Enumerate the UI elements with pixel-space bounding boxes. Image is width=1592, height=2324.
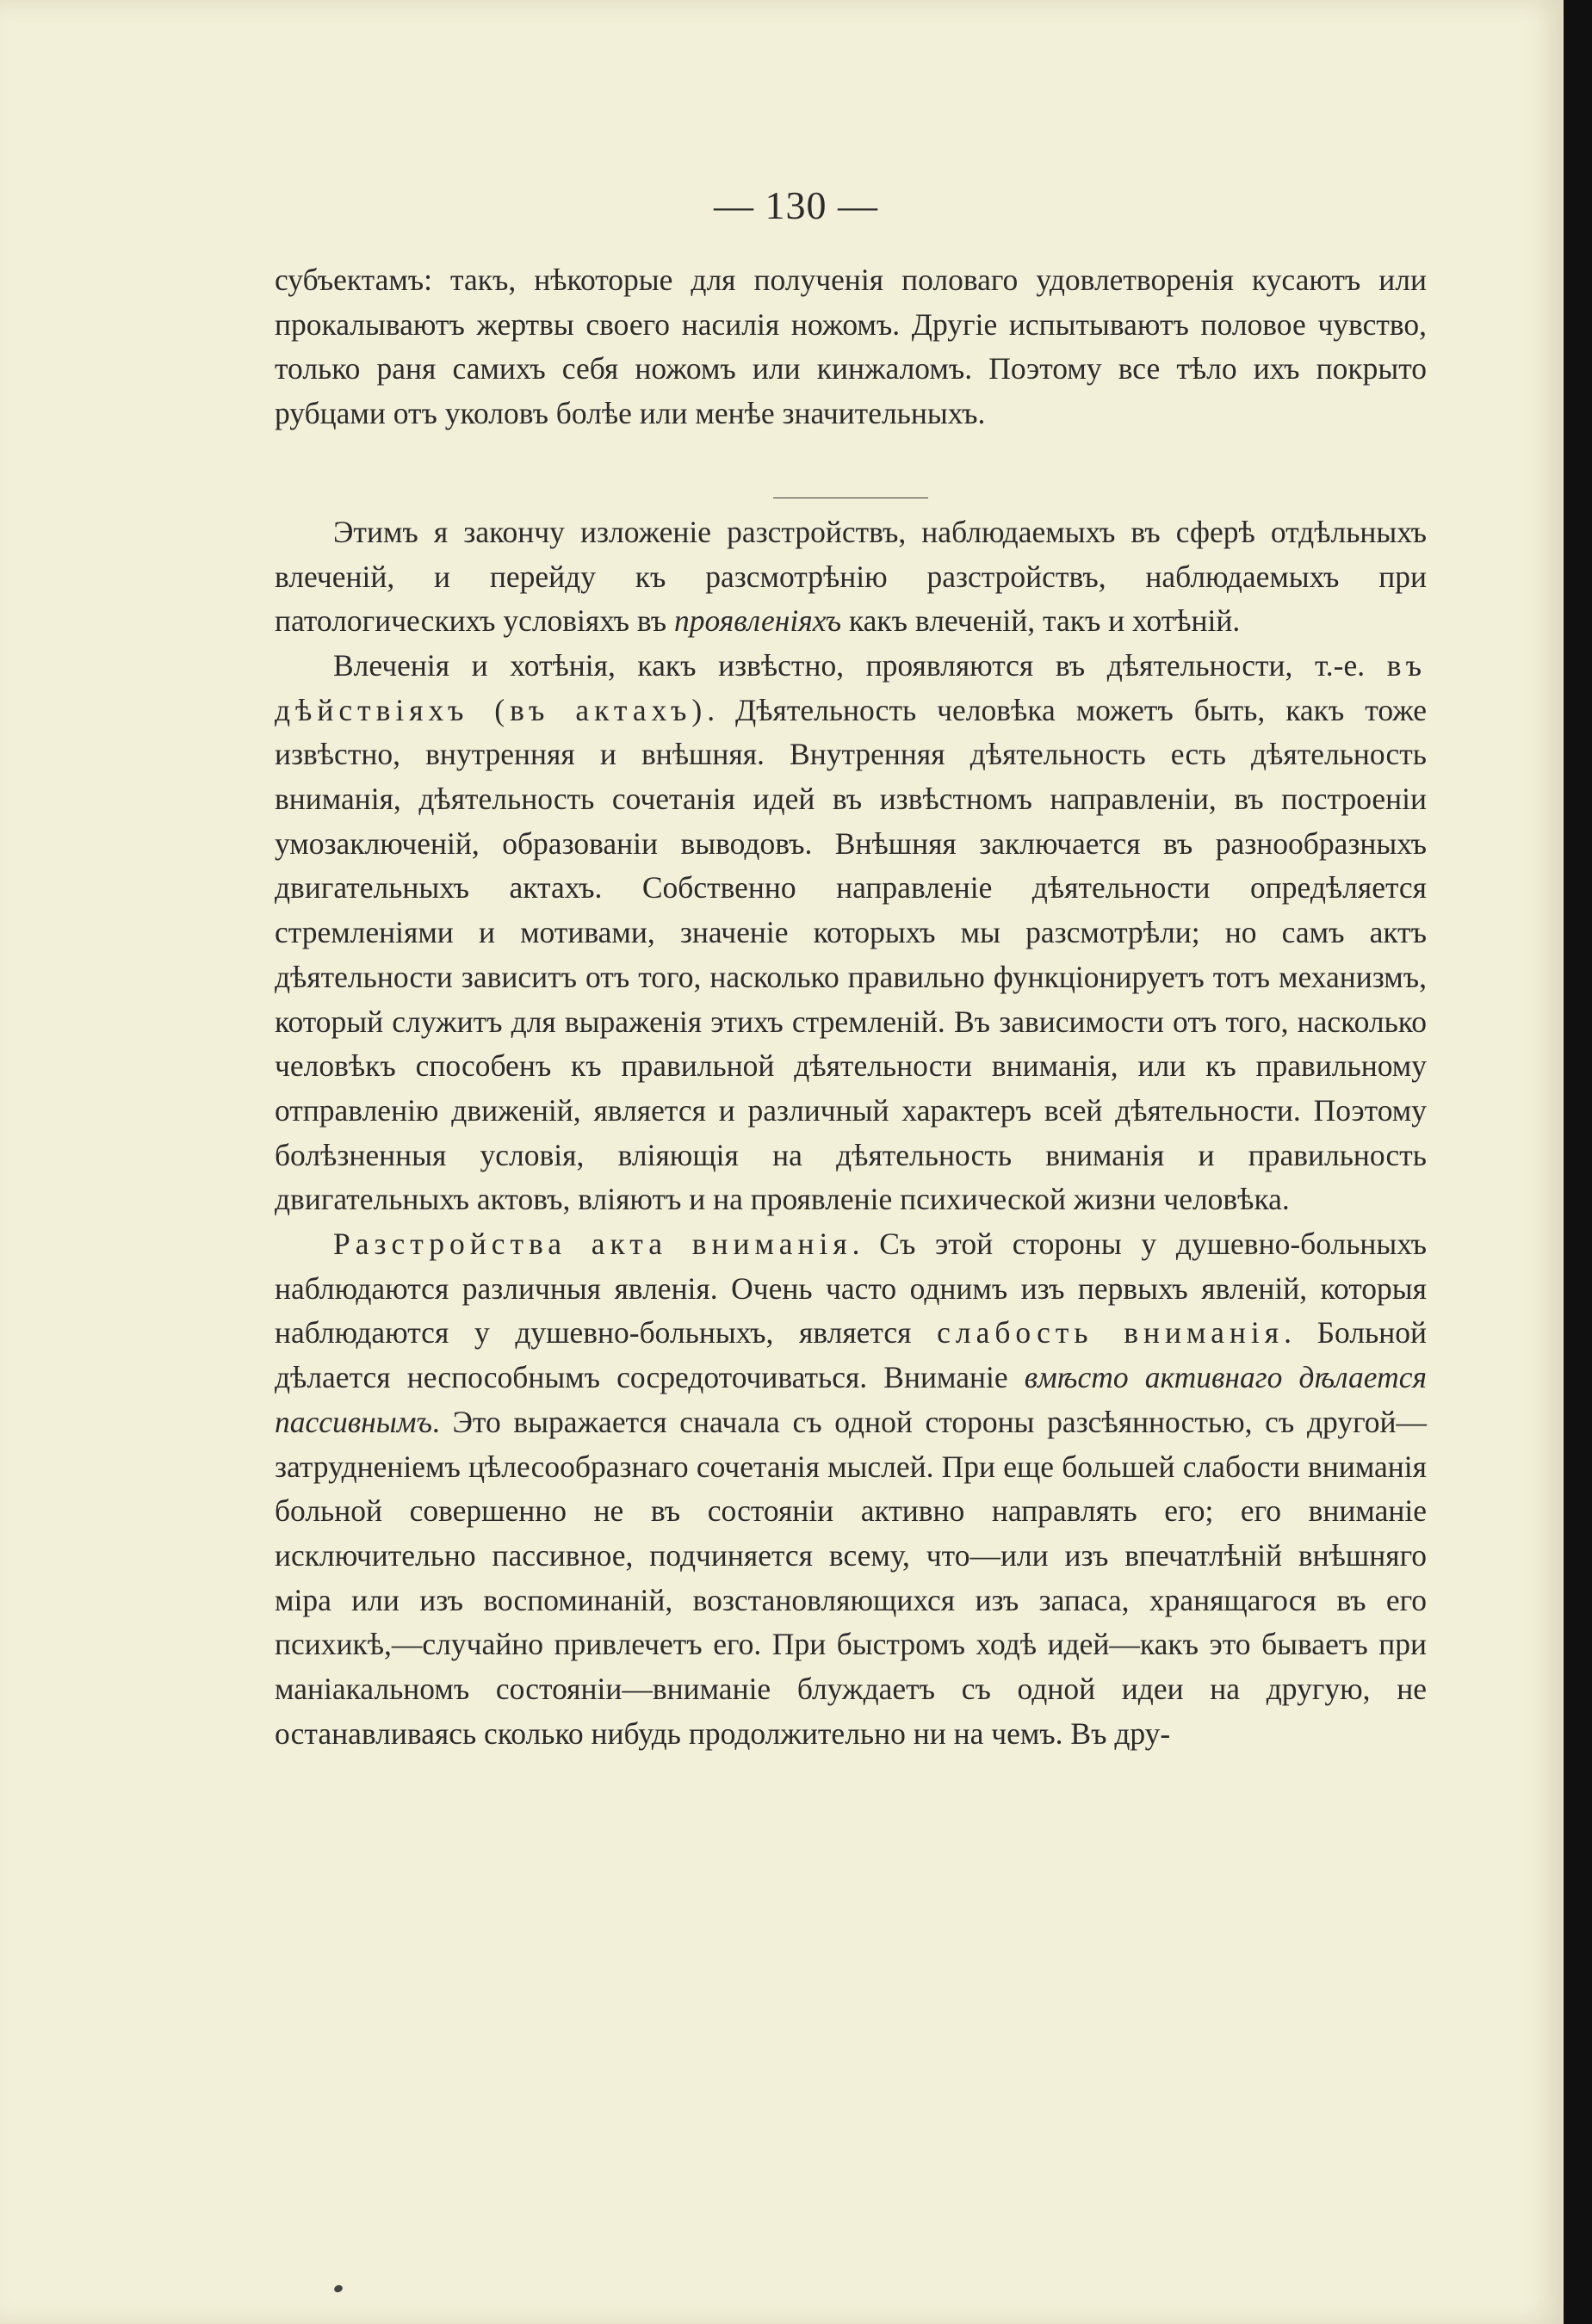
paragraph-2 bbox=[275, 510, 1427, 644]
section-gap bbox=[275, 436, 1427, 510]
paragraph-3 bbox=[275, 644, 1427, 1222]
paragraph-4-text-b: . Больной дѣлается неспособнымъ сосредоточиваться. Вниманіе bbox=[275, 1315, 1427, 1395]
paragraph-3-spaced: въ дѣйствіяхъ (въ актахъ) bbox=[275, 647, 1427, 727]
paragraph-2-text-a: Этимъ я закончу изложеніе разстройствъ, наблюдаемыхъ въ сферѣ отдѣльныхъ влеченій, и перейду къ разсмотрѣнію разстройствъ, наблюдаемыхъ при патологическихъ условіяхъ въ bbox=[275, 514, 1427, 639]
page-number: — 130 — bbox=[714, 183, 878, 227]
paragraph-4-emphasis: вмѣсто активнаго дѣлается пассивнымъ bbox=[275, 1360, 1427, 1439]
paragraph-3-text-b: . Дѣятельность человѣка можетъ быть, какъ тоже извѣстно, внутренняя и внѣшняя. Внутренняя дѣятельность есть дѣятельность вниманія, дѣятельность сочетанія идей въ извѣстномъ направленіи, въ построеніи умозаключеній, образованіи выводовъ. Внѣшняя заключается въ разнообразныхъ двигательныхъ актахъ. Собственно направленіе дѣятельности опредѣляется стремленіями и мотивами, значеніе которыхъ мы разсмотрѣли; но самъ актъ дѣятельности зависитъ отъ того, насколько правильно функціонируетъ тотъ механизмъ, который служитъ для выраженія этихъ стремленій. Въ зависимости отъ того, насколько человѣкъ способенъ къ правильной дѣятельности вниманія, или къ правильному отправленію движеній, является и различный характеръ всей дѣятельности. Поэтому болѣзненныя условія, вліяющія на дѣятельность вниманія и правильность двигательныхъ актовъ, вліяютъ и на проявленіе психической жизни человѣка. bbox=[275, 692, 1428, 1217]
paragraph-3-text-a: Влеченія и хотѣнія, какъ извѣстно, проявляются въ дѣятельности, т.-е. bbox=[333, 647, 1387, 683]
scan-edge bbox=[1564, 0, 1592, 2324]
paragraph-4 bbox=[275, 1222, 1427, 1756]
paragraph-4-text-a: . Съ этой стороны у душевно-больныхъ наблюдаются различныя явленія. Очень часто однимъ изъ первыхъ явленій, которыя наблюдаются у душевно-больныхъ, является bbox=[275, 1227, 1427, 1351]
page-text bbox=[275, 258, 1427, 1757]
paragraph-4-spaced: слабость вниманія bbox=[937, 1315, 1285, 1351]
paragraph-1: субъектамъ: такъ, нѣкоторые для полученія половаго удовлетворенія кусаютъ или прокалываютъ жертвы своего насилія ножомъ. Другіе испытываютъ половое чувство, только раня самихъ себя ножомъ или кинжаломъ. Поэтому все тѣло ихъ покрыто рубцами отъ уколовъ болѣе или менѣе значительныхъ. bbox=[275, 263, 1427, 431]
paragraph-4-text-c: . Это выражается сначала съ одной стороны разсѣянностью, съ другой—затрудненіемъ цѣлесообразнаго сочетанія мыслей. При еще большей слабости вниманія больной совершенно не въ состояніи активно направлять его; его вниманіе исключительно пассивное, подчиняется всему, что—или изъ впечатлѣній внѣшняго міра или изъ воспоминаній, возстановляющихся изъ запаса, хранящагося въ его психикѣ,—случайно привлечетъ его. При быстромъ ходѣ идей—какъ это бываетъ при маніакальномъ состояніи—вниманіе блуждаетъ съ одной идеи на другую, не останавливаясь сколько нибудь продолжительно ни на чемъ. Въ дру- bbox=[275, 1404, 1427, 1751]
paragraph-2-text-b: какъ влеченій, такъ и хотѣній. bbox=[841, 603, 1241, 639]
paragraph-2-emphasis: проявленіяхъ bbox=[673, 603, 842, 639]
paragraph-4-heading: Разстройства акта вниманія bbox=[333, 1227, 852, 1262]
